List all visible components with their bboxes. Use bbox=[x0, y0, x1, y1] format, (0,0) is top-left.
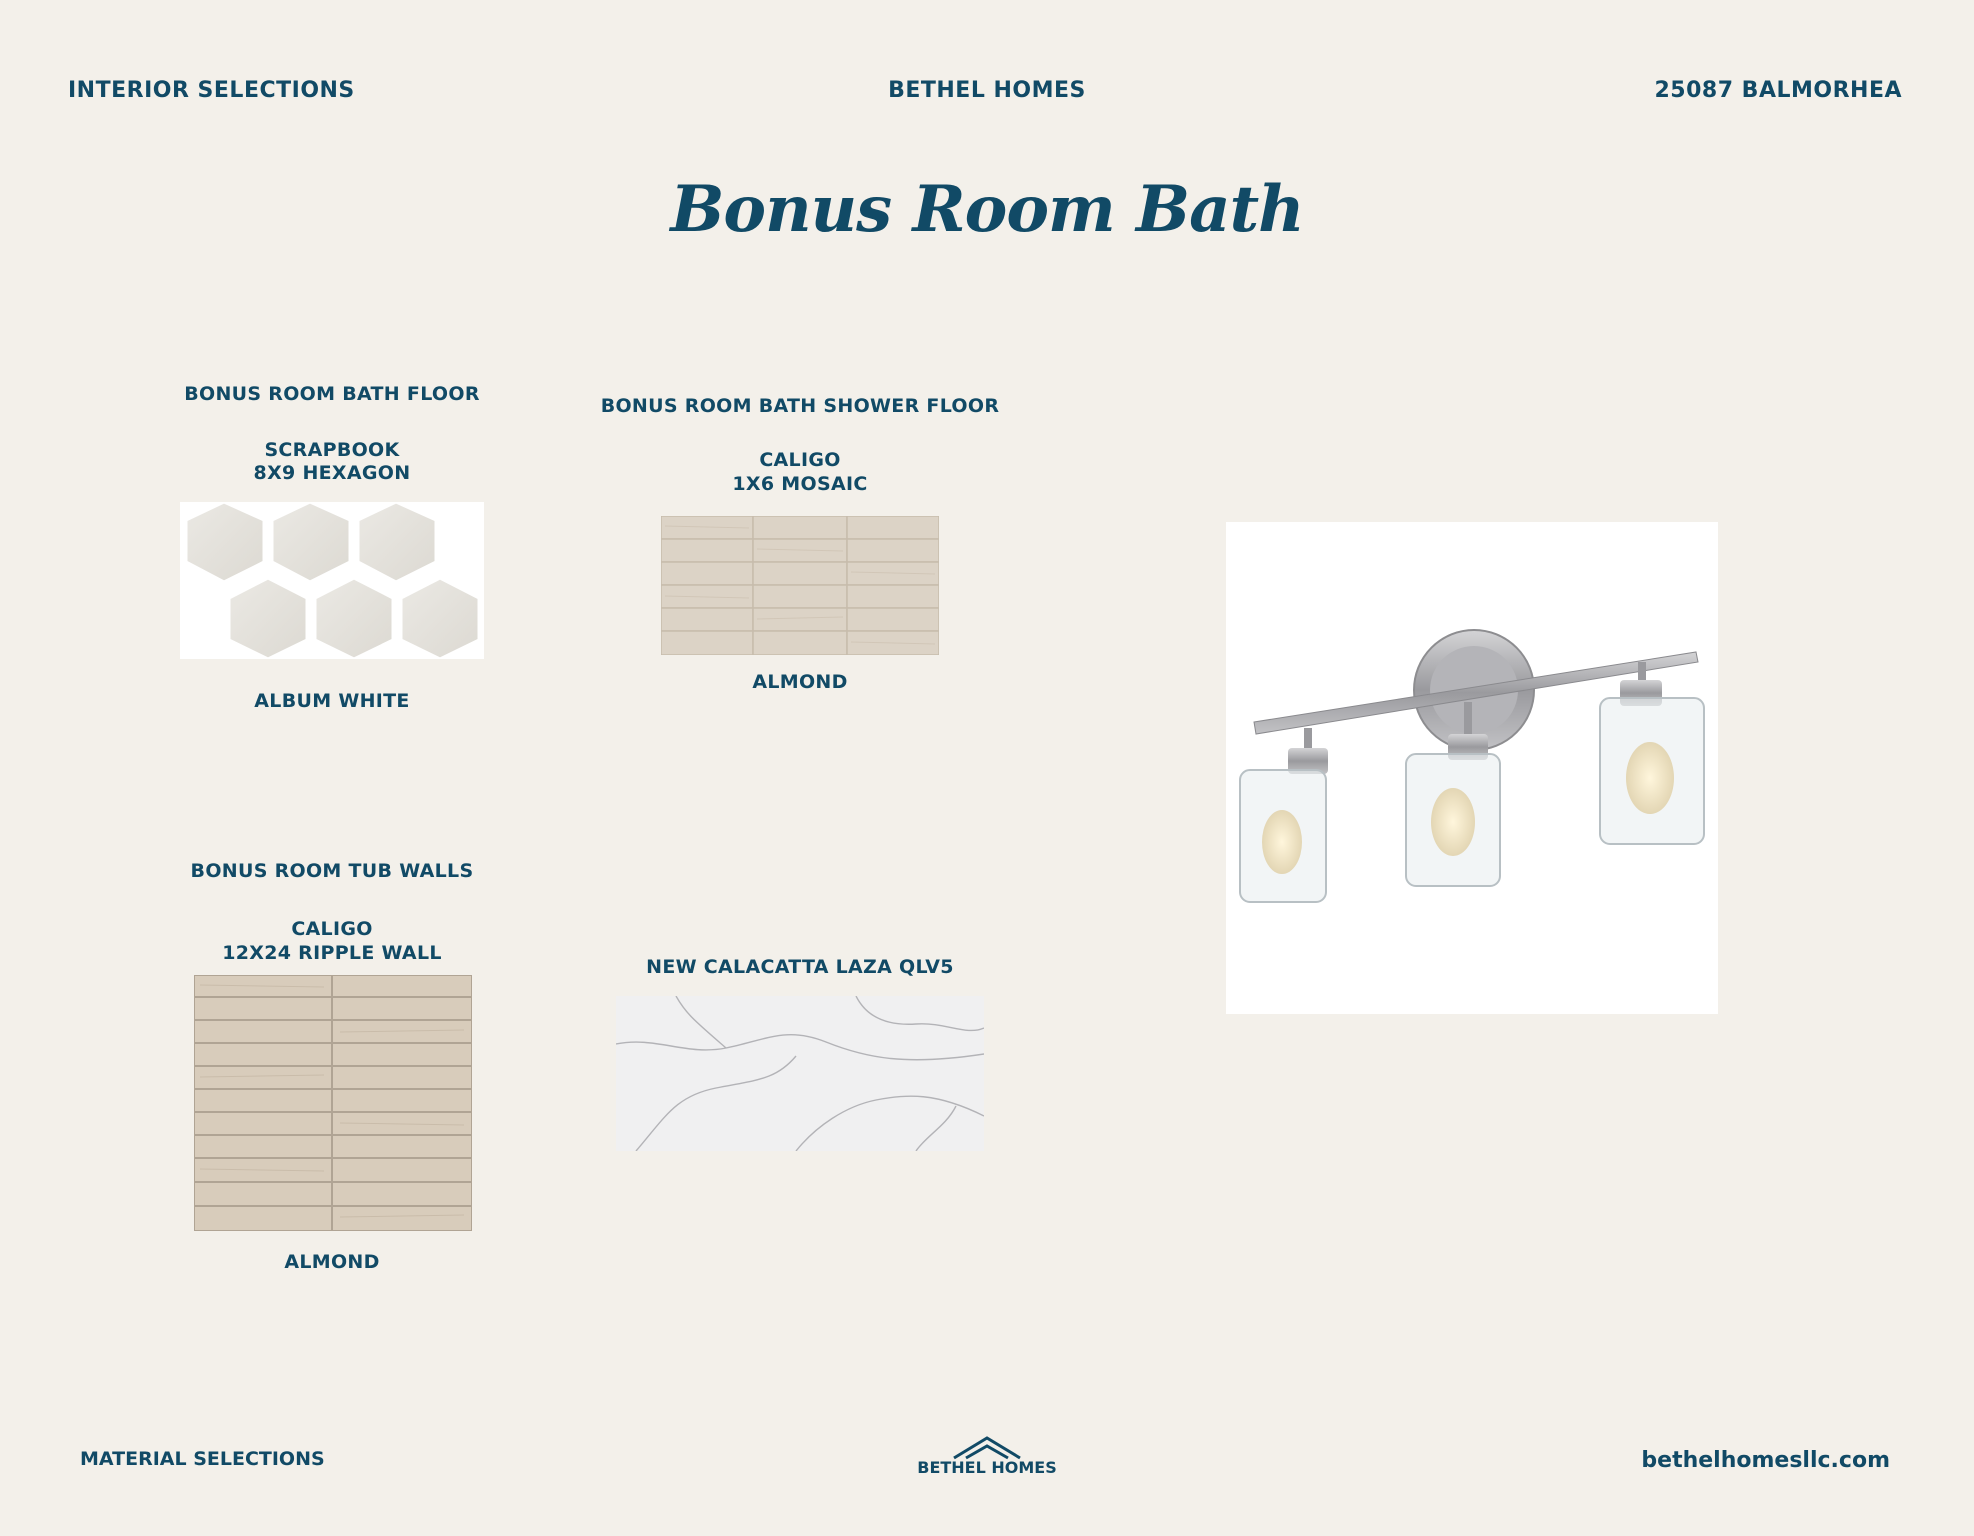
bath-floor-product-line1: SCRAPBOOK bbox=[264, 439, 400, 461]
logo-text: BETHEL HOMES bbox=[917, 1458, 1057, 1477]
page-title: Bonus Room Bath bbox=[670, 172, 1304, 247]
house-roof-icon bbox=[906, 1434, 1068, 1460]
bath-floor-color: ALBUM WHITE bbox=[254, 690, 410, 712]
shower-floor-product-line1: CALIGO bbox=[759, 449, 841, 471]
bethel-homes-logo bbox=[906, 1434, 1068, 1480]
footer-website-link[interactable]: bethelhomesllc.com bbox=[1641, 1448, 1890, 1473]
bath-floor-product-line2: 8X9 HEXAGON bbox=[253, 462, 411, 484]
hexagon-tile-swatch bbox=[180, 502, 484, 659]
mosaic-tile-swatch bbox=[661, 516, 939, 655]
bath-floor-heading: BONUS ROOM BATH FLOOR bbox=[184, 383, 480, 405]
tub-walls-product-line1: CALIGO bbox=[291, 918, 373, 940]
footer-left: MATERIAL SELECTIONS bbox=[80, 1448, 325, 1470]
tub-walls-product-line2: 12X24 RIPPLE WALL bbox=[222, 942, 442, 964]
header-right: 25087 BALMORHEA bbox=[1654, 78, 1902, 103]
tub-walls-color: ALMOND bbox=[284, 1251, 380, 1273]
quartz-countertop-swatch bbox=[616, 996, 984, 1151]
countertop-heading: NEW CALACATTA LAZA QLV5 bbox=[646, 956, 954, 978]
shower-floor-heading: BONUS ROOM BATH SHOWER FLOOR bbox=[600, 395, 1000, 417]
shower-floor-color: ALMOND bbox=[752, 671, 848, 693]
vanity-light-fixture-image bbox=[1226, 522, 1718, 1014]
shower-floor-product-line2: 1X6 MOSAIC bbox=[732, 473, 868, 495]
header-left: INTERIOR SELECTIONS bbox=[68, 78, 355, 103]
tub-walls-heading: BONUS ROOM TUB WALLS bbox=[190, 860, 474, 882]
ripple-wall-tile-swatch bbox=[194, 975, 472, 1231]
header-center: BETHEL HOMES bbox=[888, 78, 1086, 103]
